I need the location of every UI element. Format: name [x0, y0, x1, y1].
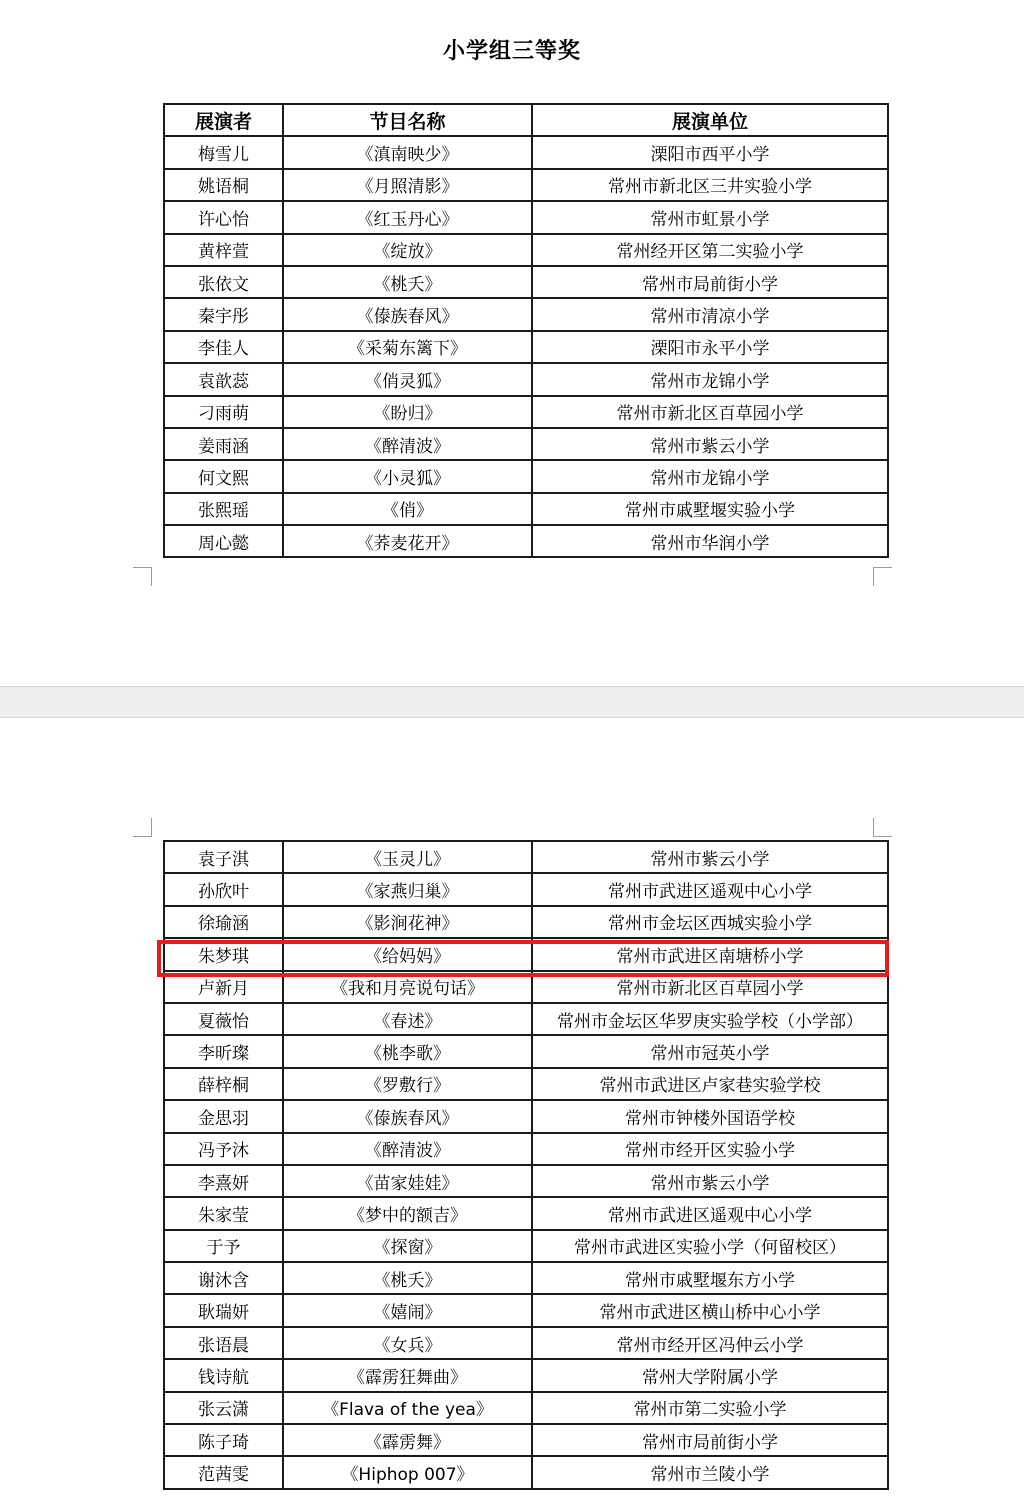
table-row — [164, 1359, 888, 1391]
performer-cell: 耿瑞妍 — [164, 1294, 283, 1326]
unit-cell: 常州市龙锦小学 — [532, 363, 888, 395]
table-row — [164, 873, 888, 905]
unit-cell: 常州市局前街小学 — [532, 1424, 888, 1456]
program-cell: 《桃夭》 — [283, 1262, 532, 1294]
unit-cell: 常州市经开区实验小学 — [532, 1133, 888, 1165]
unit-cell: 常州市虹景小学 — [532, 201, 888, 233]
unit-cell: 常州市龙锦小学 — [532, 460, 888, 492]
unit-cell: 常州市武进区南塘桥小学 — [532, 938, 888, 970]
unit-cell: 常州市武进区遥观中心小学 — [532, 1197, 888, 1229]
program-cell: 《桃夭》 — [283, 266, 532, 298]
table-row — [164, 1197, 888, 1229]
performer-cell: 何文熙 — [164, 460, 283, 492]
table-row — [164, 1133, 888, 1165]
table-row — [164, 331, 888, 363]
performer-cell: 卢新月 — [164, 971, 283, 1003]
table-row — [164, 971, 888, 1003]
performer-cell: 张依文 — [164, 266, 283, 298]
table-row — [164, 201, 888, 233]
program-cell: 《霹雳舞》 — [283, 1424, 532, 1456]
document-page-1 — [0, 0, 1024, 686]
program-cell: 《月照清影》 — [283, 169, 532, 201]
performer-cell: 李佳人 — [164, 331, 283, 363]
table-row — [164, 1230, 888, 1262]
table-row — [164, 460, 888, 492]
table-row — [164, 1424, 888, 1456]
unit-cell: 常州市钟楼外国语学校 — [532, 1100, 888, 1132]
program-cell: 《嬉闹》 — [283, 1294, 532, 1326]
unit-cell: 常州市金坛区华罗庚实验学校（小学部） — [532, 1003, 888, 1035]
header-performer: 展演者 — [164, 104, 283, 136]
program-cell: 《Flava of the yea》 — [283, 1392, 532, 1424]
performer-cell: 朱家莹 — [164, 1197, 283, 1229]
award-table-page-2 — [163, 840, 889, 1490]
program-cell: 《给妈妈》 — [283, 938, 532, 970]
table-row — [164, 1294, 888, 1326]
unit-cell: 常州市金坛区西城实验小学 — [532, 906, 888, 938]
program-cell: 《探窗》 — [283, 1230, 532, 1262]
program-cell: 《荞麦花开》 — [283, 525, 532, 557]
table-header-row — [164, 104, 888, 136]
performer-cell: 夏薇怡 — [164, 1003, 283, 1035]
program-cell: 《绽放》 — [283, 234, 532, 266]
table-row — [164, 1100, 888, 1132]
performer-cell: 朱梦琪 — [164, 938, 283, 970]
margin-mark-bottom-right — [873, 567, 892, 586]
table-row — [164, 1392, 888, 1424]
program-cell: 《醉清波》 — [283, 428, 532, 460]
unit-cell: 常州市武进区遥观中心小学 — [532, 873, 888, 905]
unit-cell: 常州市经开区冯仲云小学 — [532, 1327, 888, 1359]
margin-mark-bottom-left — [133, 567, 152, 586]
performer-cell: 冯予沐 — [164, 1133, 283, 1165]
header-program-name: 节目名称 — [283, 104, 532, 136]
table-row — [164, 363, 888, 395]
page-title: 小学组三等奖 — [442, 39, 581, 64]
program-cell: 《家燕归巢》 — [283, 873, 532, 905]
performer-cell: 姚语桐 — [164, 169, 283, 201]
program-cell: 《玉灵儿》 — [283, 841, 532, 873]
program-cell: 《女兵》 — [283, 1327, 532, 1359]
performer-cell: 许心怡 — [164, 201, 283, 233]
unit-cell: 溧阳市永平小学 — [532, 331, 888, 363]
program-cell: 《桃李歌》 — [283, 1035, 532, 1067]
unit-cell: 常州市紫云小学 — [532, 428, 888, 460]
table-row — [164, 1327, 888, 1359]
performer-cell: 张云潇 — [164, 1392, 283, 1424]
performer-cell: 刁雨萌 — [164, 396, 283, 428]
table-row — [164, 1068, 888, 1100]
performer-cell: 张熙瑶 — [164, 493, 283, 525]
table-row — [164, 841, 888, 873]
program-cell: 《梦中的额吉》 — [283, 1197, 532, 1229]
performer-cell: 袁歆蕊 — [164, 363, 283, 395]
program-cell: 《盼归》 — [283, 396, 532, 428]
program-cell: 《我和月亮说句话》 — [283, 971, 532, 1003]
table-row — [164, 1035, 888, 1067]
table-row — [164, 266, 888, 298]
program-cell: 《红玉丹心》 — [283, 201, 532, 233]
performer-cell: 李昕璨 — [164, 1035, 283, 1067]
table-row — [164, 169, 888, 201]
performer-cell: 秦宇彤 — [164, 298, 283, 330]
table-row — [164, 396, 888, 428]
program-cell: 《Hiphop 007》 — [283, 1456, 532, 1488]
unit-cell: 常州市武进区卢家巷实验学校 — [532, 1068, 888, 1100]
margin-mark-top-left — [133, 818, 152, 837]
page-separator — [0, 686, 1024, 718]
unit-cell: 常州市武进区横山桥中心小学 — [532, 1294, 888, 1326]
unit-cell: 常州市华润小学 — [532, 525, 888, 557]
table-row — [164, 428, 888, 460]
table-row — [164, 234, 888, 266]
unit-cell: 常州市武进区实验小学（何留校区） — [532, 1230, 888, 1262]
program-cell: 《小灵狐》 — [283, 460, 532, 492]
performer-cell: 钱诗航 — [164, 1359, 283, 1391]
program-cell: 《滇南映少》 — [283, 136, 532, 168]
unit-cell: 常州市新北区百草园小学 — [532, 971, 888, 1003]
program-cell: 《罗敷行》 — [283, 1068, 532, 1100]
unit-cell: 常州经开区第二实验小学 — [532, 234, 888, 266]
table-row — [164, 298, 888, 330]
unit-cell: 常州市紫云小学 — [532, 841, 888, 873]
performer-cell: 范茜雯 — [164, 1456, 283, 1488]
performer-cell: 周心懿 — [164, 525, 283, 557]
unit-cell: 常州市局前街小学 — [532, 266, 888, 298]
program-cell: 《春述》 — [283, 1003, 532, 1035]
program-cell: 《傣族春风》 — [283, 298, 532, 330]
performer-cell: 李熹妍 — [164, 1165, 283, 1197]
program-cell: 《霹雳狂舞曲》 — [283, 1359, 532, 1391]
performer-cell: 徐瑜涵 — [164, 906, 283, 938]
unit-cell: 常州市新北区百草园小学 — [532, 396, 888, 428]
program-cell: 《俏》 — [283, 493, 532, 525]
table-row — [164, 1456, 888, 1488]
performer-cell: 袁子淇 — [164, 841, 283, 873]
program-cell: 《采菊东篱下》 — [283, 331, 532, 363]
performer-cell: 谢沐含 — [164, 1262, 283, 1294]
program-cell: 《傣族春风》 — [283, 1100, 532, 1132]
program-cell: 《苗家娃娃》 — [283, 1165, 532, 1197]
performer-cell: 于予 — [164, 1230, 283, 1262]
unit-cell: 常州市清凉小学 — [532, 298, 888, 330]
table-row — [164, 136, 888, 168]
margin-mark-top-right — [873, 818, 892, 837]
unit-cell: 溧阳市西平小学 — [532, 136, 888, 168]
unit-cell: 常州市戚墅堰实验小学 — [532, 493, 888, 525]
performer-cell: 陈子琦 — [164, 1424, 283, 1456]
unit-cell: 常州市兰陵小学 — [532, 1456, 888, 1488]
table-row — [164, 1003, 888, 1035]
performer-cell: 薛梓桐 — [164, 1068, 283, 1100]
unit-cell: 常州市紫云小学 — [532, 1165, 888, 1197]
program-cell: 《醉清波》 — [283, 1133, 532, 1165]
performer-cell: 梅雪儿 — [164, 136, 283, 168]
header-unit: 展演单位 — [532, 104, 888, 136]
table-row — [164, 1165, 888, 1197]
performer-cell: 张语晨 — [164, 1327, 283, 1359]
table-row — [164, 1262, 888, 1294]
performer-cell: 金思羽 — [164, 1100, 283, 1132]
unit-cell: 常州市戚墅堰东方小学 — [532, 1262, 888, 1294]
unit-cell: 常州市冠英小学 — [532, 1035, 888, 1067]
table-row — [164, 938, 888, 970]
award-table-page-1 — [163, 103, 889, 558]
table-row — [164, 493, 888, 525]
unit-cell: 常州大学附属小学 — [532, 1359, 888, 1391]
performer-cell: 孙欣叶 — [164, 873, 283, 905]
unit-cell: 常州市新北区三井实验小学 — [532, 169, 888, 201]
table-row — [164, 525, 888, 557]
performer-cell: 姜雨涵 — [164, 428, 283, 460]
unit-cell: 常州市第二实验小学 — [532, 1392, 888, 1424]
program-cell: 《俏灵狐》 — [283, 363, 532, 395]
program-cell: 《影涧花神》 — [283, 906, 532, 938]
document-page-2 — [0, 718, 1024, 1506]
table-row — [164, 906, 888, 938]
performer-cell: 黄梓萱 — [164, 234, 283, 266]
